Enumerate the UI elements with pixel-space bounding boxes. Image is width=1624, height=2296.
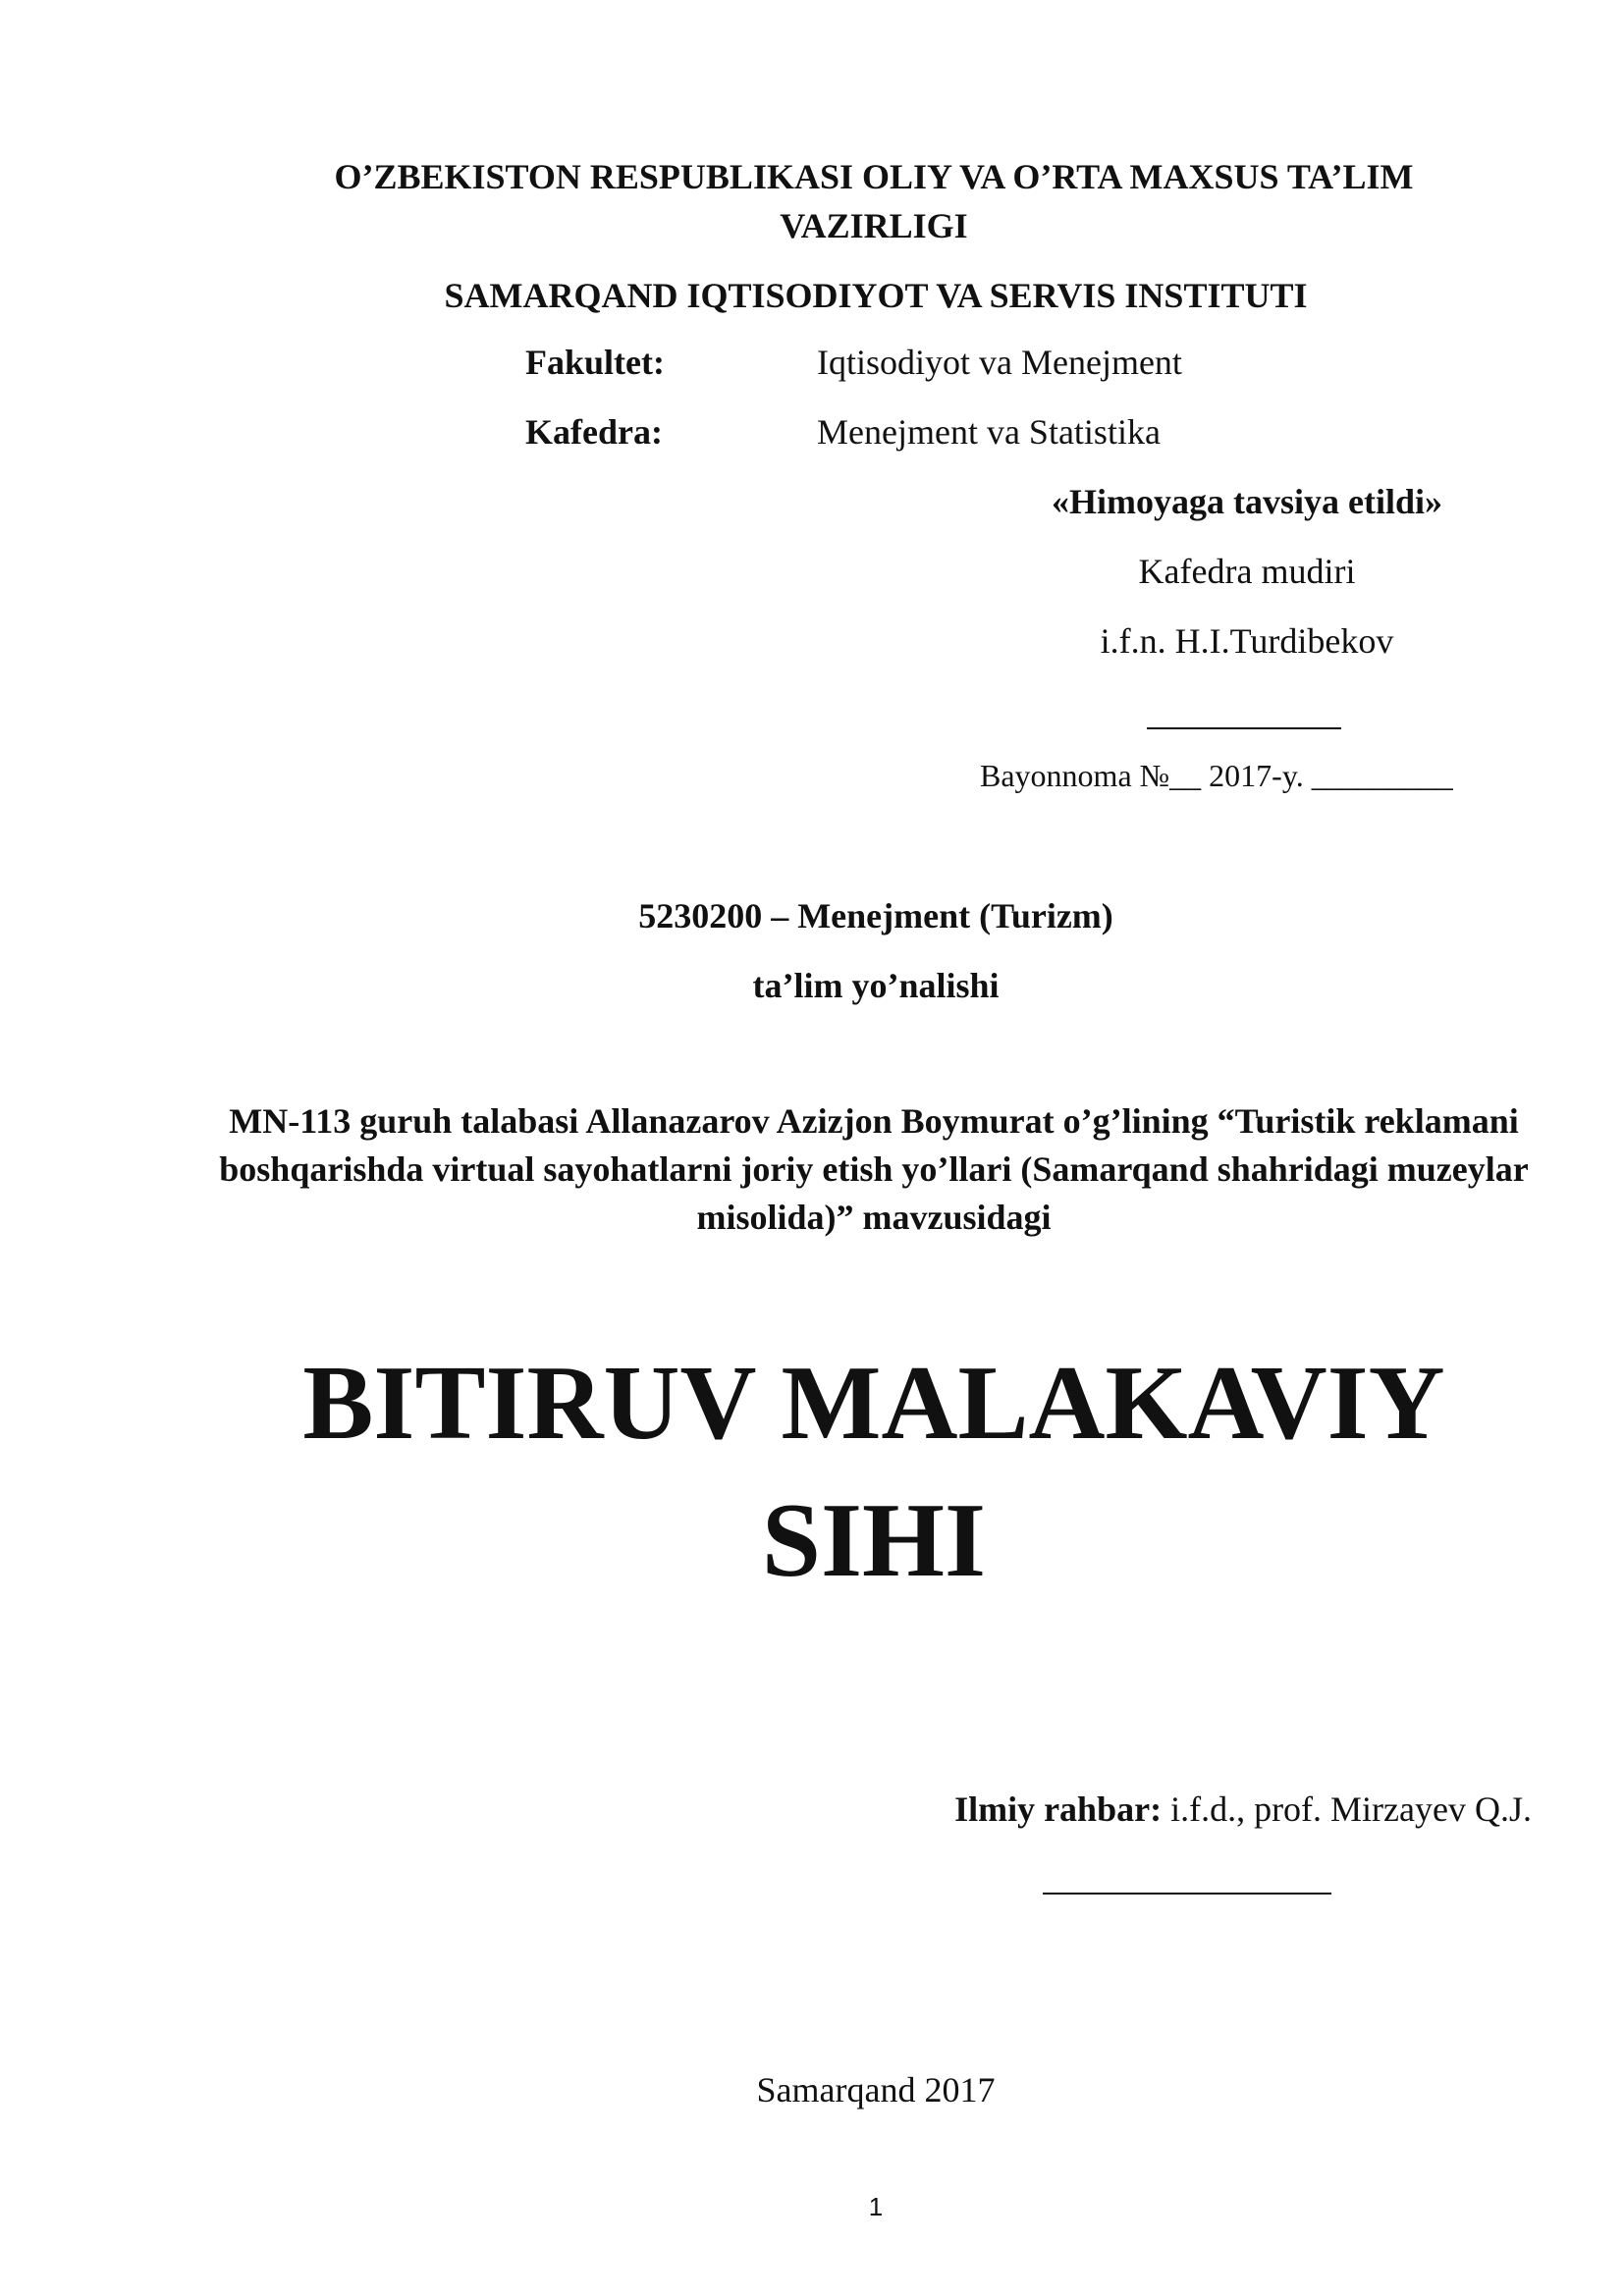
faculty-label: Fakultet: <box>525 343 665 382</box>
advisor-signature-line <box>1043 1893 1331 1895</box>
approval-heading: «Himoyaga tavsiya etildi» <box>1052 482 1442 521</box>
specialty-direction: ta’lim yo’nalishi <box>752 966 1000 1005</box>
page-number: 1 <box>868 2192 884 2221</box>
department-value: Menejment va Statistika <box>817 412 1161 452</box>
approval-name: i.f.n. H.I.Turdibekov <box>1100 621 1394 661</box>
specialty-code-name: 5230200 – Menejment (Turizm) <box>638 896 1113 935</box>
approval-role: Kafedra mudiri <box>1138 552 1356 591</box>
thesis-description: MN-113 guruh talabasi Allanazarov Azizjon Boymurat o’g’lining “Turistik reklamani boshqarishda virtual sayohatlarni joriy etish yo’llari (Samarqand shahridagi muzeylar misolida)” mavzusidagi <box>219 1101 1529 1237</box>
protocol-line: Bayonnoma №__ 2017-y. _________ <box>980 758 1453 793</box>
thesis-title-line-2: SIHI <box>761 1482 987 1599</box>
advisor-value: i.f.d., prof. Mirzayev Q.J. <box>1162 1789 1532 1829</box>
department-label: Kafedra: <box>525 412 663 452</box>
institute-heading: SAMARQAND IQTISODIYOT VA SERVIS INSTITUTI <box>444 276 1308 315</box>
city-year: Samarqand 2017 <box>756 2070 996 2109</box>
approval-signature-line <box>1147 727 1341 729</box>
faculty-value: Iqtisodiyot va Menejment <box>817 343 1182 382</box>
thesis-title <box>157 1335 1591 1610</box>
thesis-title-line-1: BITIRUV MALAKAVIY <box>302 1345 1445 1462</box>
advisor-line <box>884 1785 1532 1834</box>
ministry-heading: O’ZBEKISTON RESPUBLIKASI OLIY VA O’RTA MAXSUS TA’LIM VAZIRLIGI <box>334 157 1414 245</box>
advisor-label: Ilmiy rahbar: <box>954 1789 1163 1829</box>
